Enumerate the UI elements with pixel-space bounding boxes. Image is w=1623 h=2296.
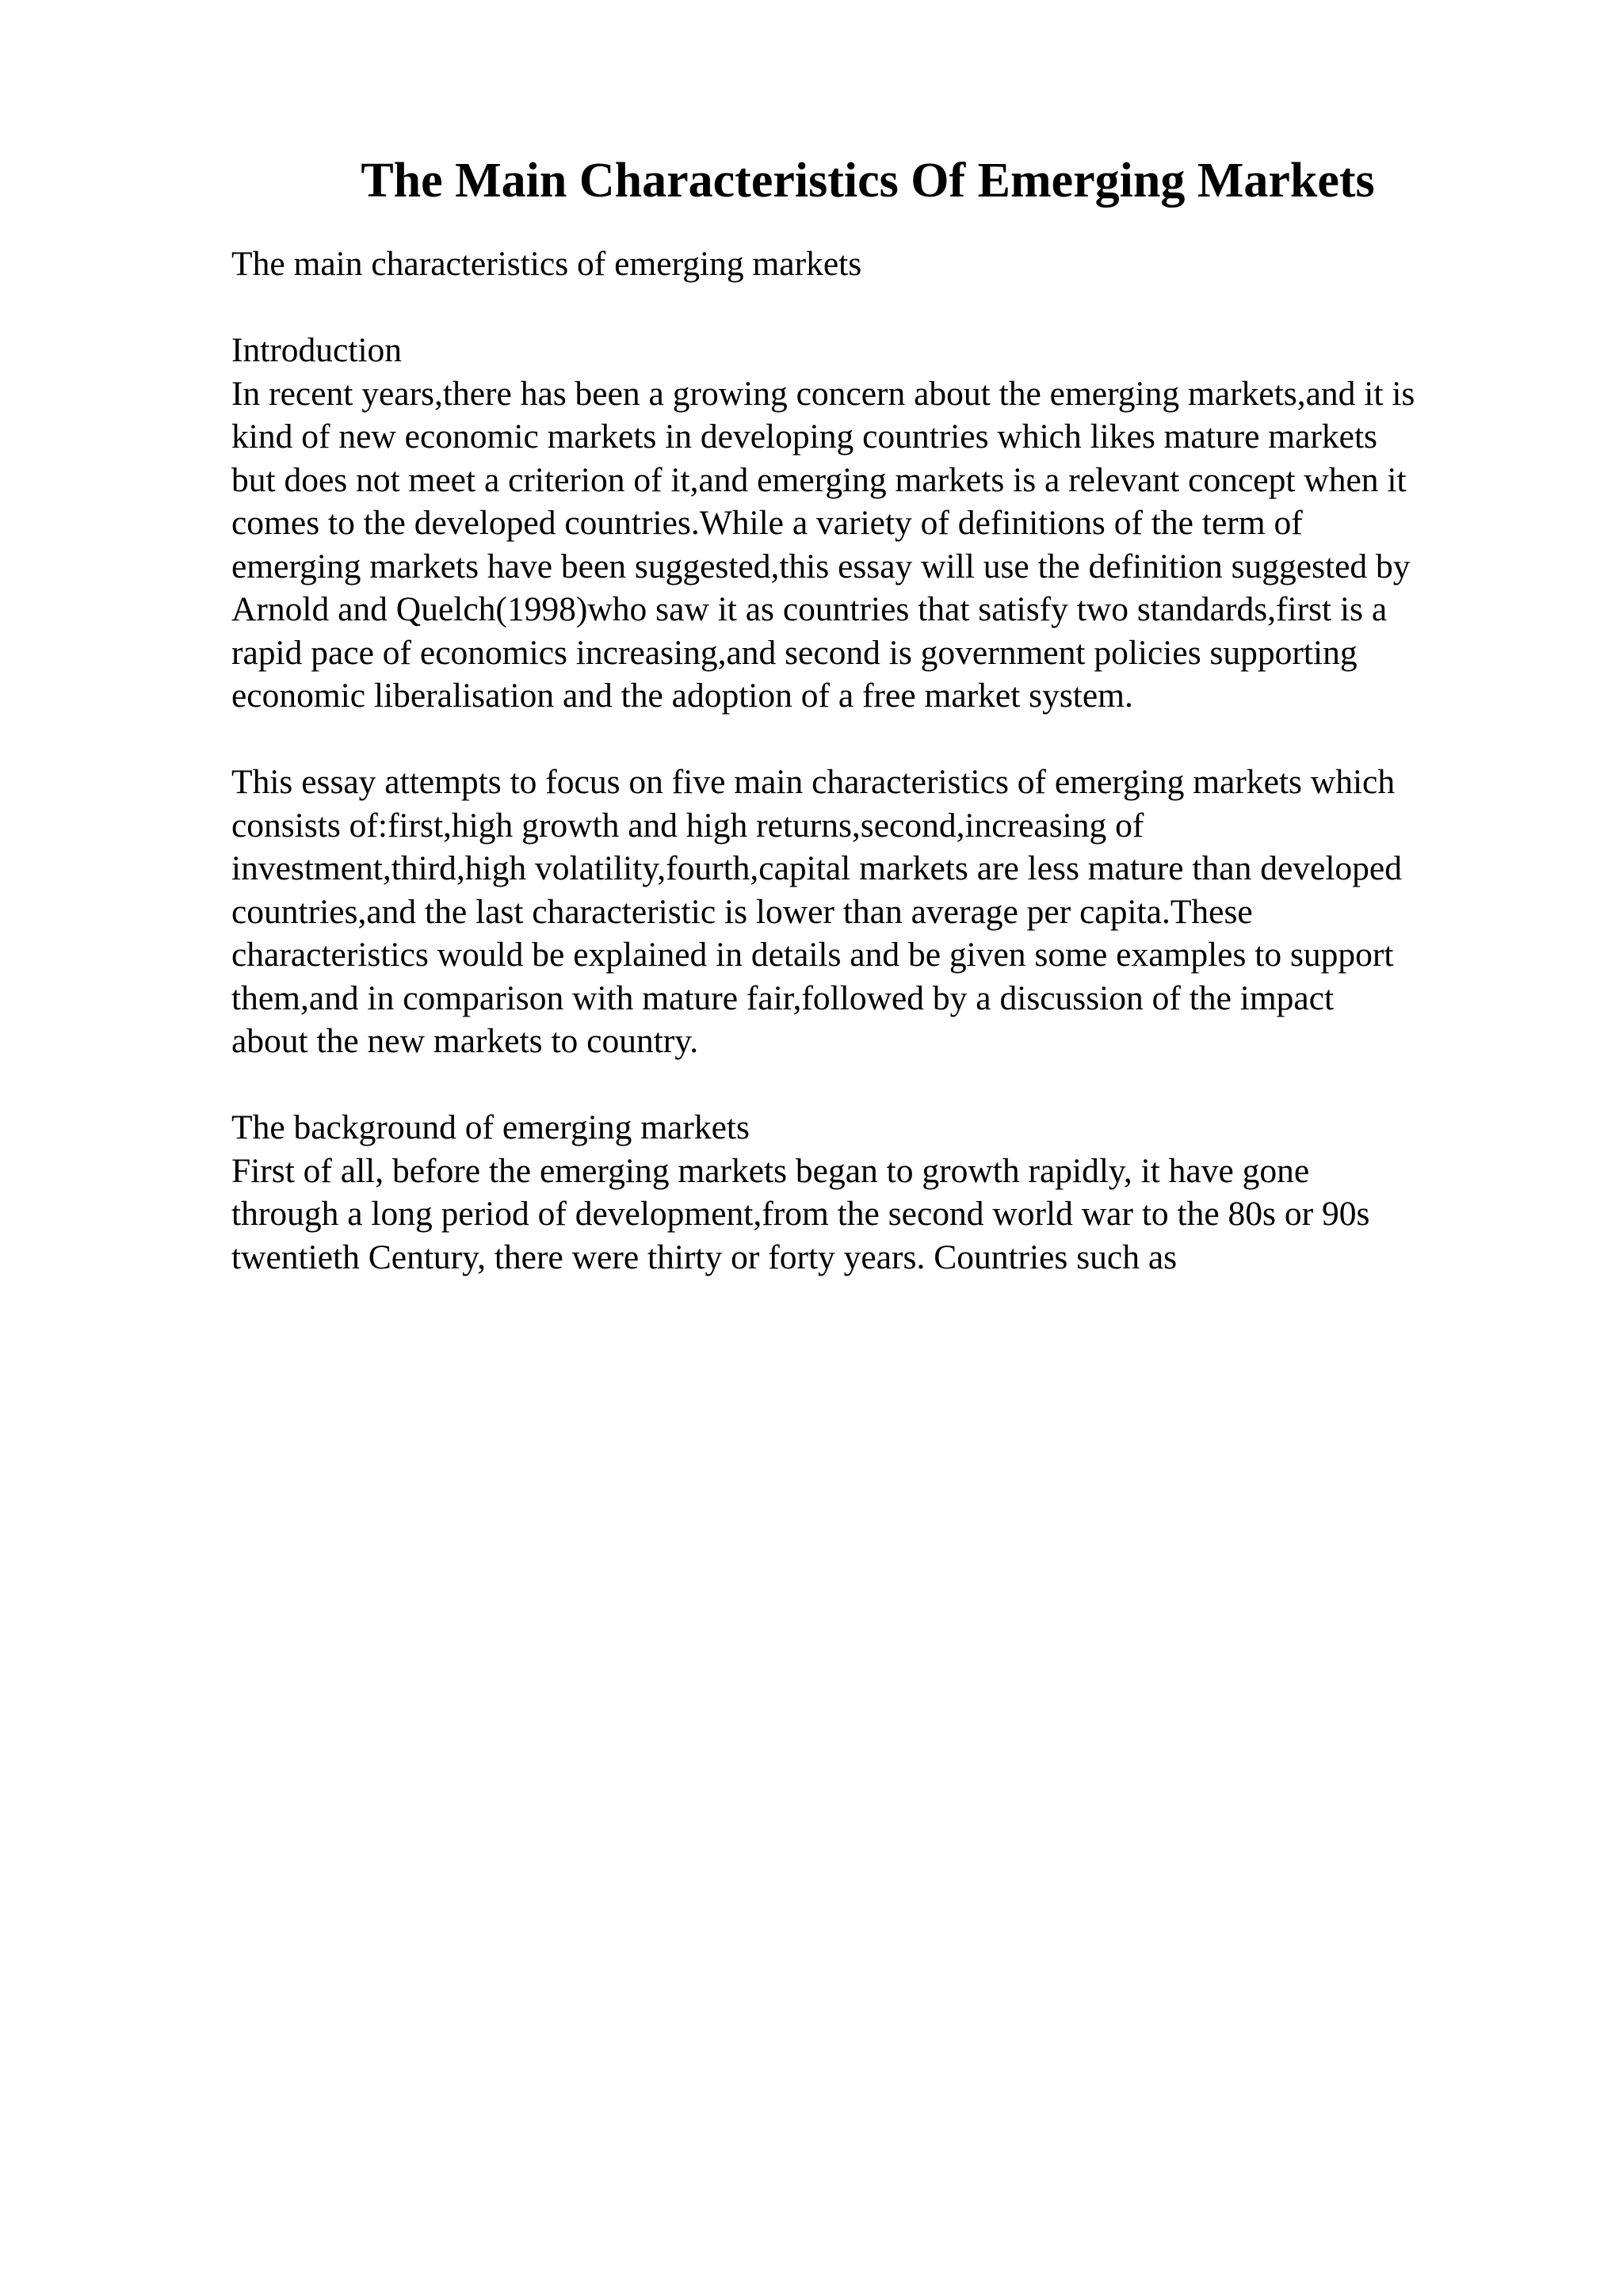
text-line: economic liberalisation and the adoption of a free market system.: [231, 677, 1133, 715]
text-line: them,and in comparison with mature fair,followed by a discussion of the impact: [231, 978, 1335, 1017]
text-line: emerging markets have been suggested,this essay will use the definition suggested by: [231, 547, 1411, 585]
paragraph-gap: [231, 286, 1531, 330]
text-line: First of all, before the emerging markets began to growth rapidly, it have gone: [231, 1151, 1310, 1190]
text-line: but does not meet a criterion of it,and emerging markets is a relevant concept when it: [231, 460, 1407, 499]
text-line: twentieth Century, there were thirty or forty years. Countries such as: [231, 1238, 1178, 1276]
document-title: The Main Characteristics Of Emerging Markets: [361, 154, 1375, 208]
text-line: consists of:first,high growth and high returns,second,increasing of: [231, 806, 1144, 845]
text-line: rapid pace of economics increasing,and second is government policies supporting: [231, 633, 1358, 672]
document-body: [231, 242, 1531, 1279]
text-line: investment,third,high volatility,fourth,capital markets are less mature than developed: [231, 849, 1402, 887]
text-line: about the new markets to country.: [231, 1022, 699, 1060]
paragraph-gap: [231, 718, 1531, 761]
section-heading-background: The background of emerging markets: [231, 1108, 750, 1146]
text-line: This essay attempts to focus on five main characteristics of emerging markets which: [231, 763, 1396, 801]
text-line: In recent years,there has been a growing concern about the emerging markets,and it is: [231, 374, 1415, 413]
text-line: Arnold and Quelch(1998)who saw it as countries that satisfy two standards,first is a: [231, 590, 1388, 628]
paragraph-gap: [231, 1063, 1531, 1107]
text-line: countries,and the last characteristic is lower than average per capita.These: [231, 892, 1253, 931]
text-line: kind of new economic markets in developing countries which likes mature markets: [231, 418, 1377, 456]
section-heading-introduction: Introduction: [231, 331, 403, 369]
text-line: through a long period of development,from the second world war to the 80s or 90s: [231, 1195, 1370, 1233]
text-line: comes to the developed countries.While a variety of definitions of the term of: [231, 504, 1303, 542]
text-line: characteristics would be explained in details and be given some examples to support: [231, 936, 1394, 974]
subtitle: The main characteristics of emerging markets: [231, 245, 862, 283]
